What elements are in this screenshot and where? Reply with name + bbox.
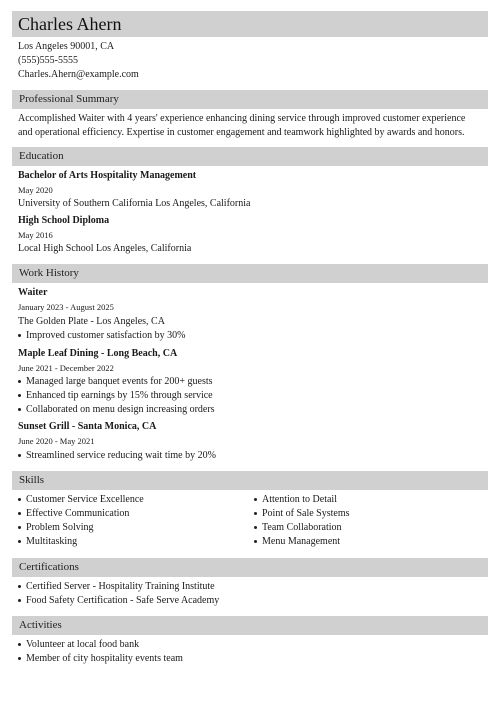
education-date: May 2016	[18, 230, 53, 240]
job-dates: June 2021 - December 2022	[18, 363, 114, 373]
bullet-dot-icon	[18, 394, 21, 397]
bullet-dot-icon	[18, 657, 21, 660]
job-title: Waiter	[18, 287, 48, 298]
bullet-dot-icon	[18, 643, 21, 646]
bullet-dot-icon	[18, 585, 21, 588]
bullet-dot-icon	[254, 512, 257, 515]
bullet-dot-icon	[254, 498, 257, 501]
bullet-dot-icon	[18, 380, 21, 383]
bullet-dot-icon	[18, 512, 21, 515]
contact-email: Charles.Ahern@example.com	[18, 69, 139, 80]
contact-phone: (555)555-5555	[18, 55, 78, 66]
bullet-dot-icon	[18, 454, 21, 457]
education-school: University of Southern California Los Angeles, California	[18, 198, 251, 209]
section-skills-title: Skills	[19, 474, 45, 486]
section-work-title: Work History	[19, 267, 79, 279]
job-dates: January 2023 - August 2025	[18, 302, 114, 312]
bullet-dot-icon	[18, 540, 21, 543]
job-dates: June 2020 - May 2021	[18, 436, 95, 446]
job-title: Maple Leaf Dining - Long Beach, CA	[18, 348, 178, 359]
bullet-dot-icon	[18, 526, 21, 529]
bullet-dot-icon	[254, 540, 257, 543]
section-certifications-bar	[12, 558, 488, 577]
bullet-dot-icon	[18, 498, 21, 501]
job-title: Sunset Grill - Santa Monica, CA	[18, 421, 157, 432]
section-certifications-title: Certifications	[19, 561, 79, 573]
bullet-dot-icon	[254, 526, 257, 529]
summary-text: Accomplished Waiter with 4 years' experience enhancing dining service through improved customer experience and operational efficiency. Expertise in customer engagement and teamwork highlighted by awards and honors.	[18, 113, 466, 138]
education-degree: High School Diploma	[18, 215, 110, 226]
section-education-bar	[12, 147, 488, 166]
section-skills-bar	[12, 471, 488, 490]
bullet-dot-icon	[18, 334, 21, 337]
section-work-bar	[12, 264, 488, 283]
job-company: The Golden Plate - Los Angeles, CA	[18, 316, 165, 327]
bullet-dot-icon	[18, 599, 21, 602]
section-activities-bar	[12, 616, 488, 635]
section-education-title: Education	[19, 150, 64, 162]
candidate-name: Charles Ahern	[18, 14, 122, 34]
education-date: May 2020	[18, 185, 53, 195]
section-summary-bar	[12, 90, 488, 109]
resume-page: Charles Ahern Los Angeles 90001, CA (555)555-5555 Charles.Ahern@example.com Professional Summary Accomplished Waiter with 4 years' experience enhancing dining service through improved customer experience and operational efficiency. Expertise in customer engagement and teamwork highlighted by awards and honors. Education Bachelor of Arts Hospitality Management May 2020 University of Southern California Los Angeles, California High School Diploma May 2016 Local High School Los Angeles, California Work History Waiter January 2023 - August 2025 The Golden Plate - Los Angeles, CA Improved customer satisfaction by 30% Maple Leaf Dining - Long Beach, CA June 2021 - December 2022 Managed large banquet events for 200+ guests Enhanced tip earnings by 15% through service Collaborated on menu design increasing orders Sunset Grill - Santa Monica, CA June 2020 - May 2021 Streamlined service reducing wait time by 20% Skills Customer Service Excellence Effective Communication Problem Solving Multitasking Attention to Detail Point of Sale Systems Team Collaboration Menu Management Certifications Certified Server - Hospitality Training Institute Food Safety Certification - Safe Serve Academy Activities Volunteer at local food bank Member of city hospitality events team	[0, 0, 500, 704]
section-summary-title: Professional Summary	[19, 93, 119, 105]
name-header-bar	[12, 11, 488, 37]
section-activities-title: Activities	[19, 619, 62, 631]
bullet-dot-icon	[18, 408, 21, 411]
contact-address: Los Angeles 90001, CA	[18, 41, 115, 52]
education-degree: Bachelor of Arts Hospitality Management	[18, 170, 197, 181]
education-school: Local High School Los Angeles, California	[18, 243, 192, 254]
